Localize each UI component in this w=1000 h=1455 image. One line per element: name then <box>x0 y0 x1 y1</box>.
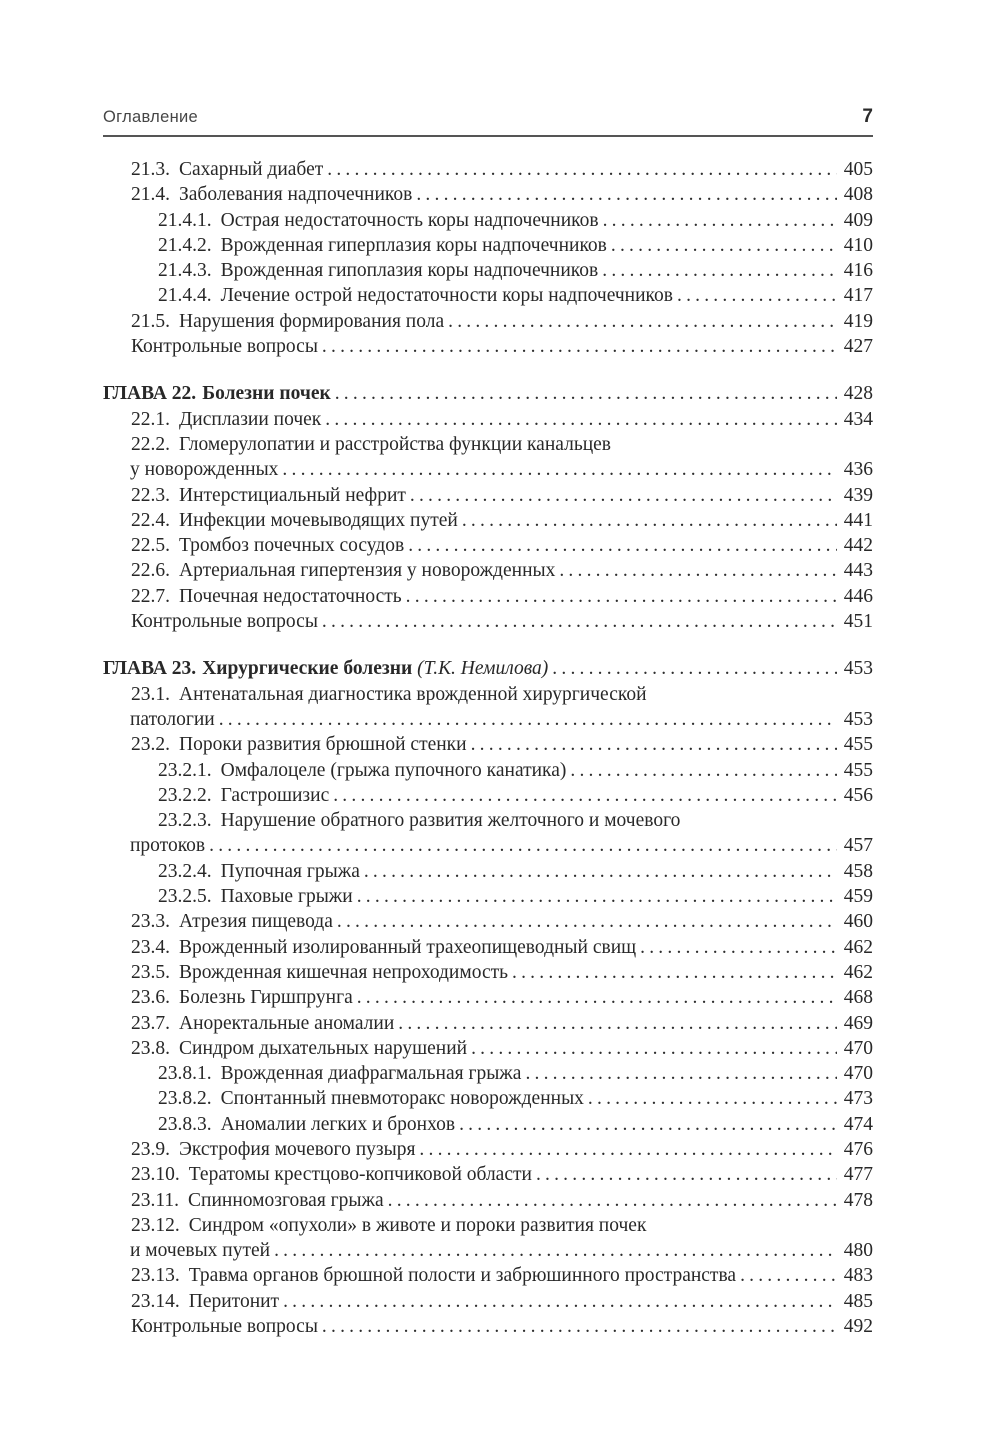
entry-title: Аноректальные аномалии <box>179 1012 395 1034</box>
toc-entry <box>103 985 873 1010</box>
entry-number: 23.11. <box>131 1189 180 1211</box>
entry-text <box>158 1112 455 1137</box>
dot-leader <box>536 1162 837 1187</box>
toc-entry <box>103 909 873 934</box>
entry-text <box>131 960 508 985</box>
entry-text <box>130 457 278 482</box>
entry-text <box>158 283 673 308</box>
toc-entry <box>103 609 873 634</box>
entry-text <box>131 157 323 182</box>
entry-number: ГЛАВА 22. <box>103 383 197 405</box>
entry-title: Врожденный изолированный трахеопищеводный свищ <box>179 936 637 958</box>
entry-number: 23.8.1. <box>158 1063 212 1085</box>
entry-page-number: 443 <box>843 560 873 582</box>
entry-page-number: 451 <box>843 611 873 633</box>
entry-number: 23.9. <box>131 1138 170 1160</box>
entry-page-number: 427 <box>843 336 873 358</box>
toc-group <box>103 157 873 359</box>
entry-text <box>158 884 353 909</box>
toc-entry <box>103 1213 873 1238</box>
entry-number: 23.1. <box>131 683 170 705</box>
entry-number: ГЛАВА 23. <box>103 658 197 680</box>
entry-text <box>103 656 548 681</box>
entry-title: Интерстициальный нефрит <box>179 484 406 506</box>
dot-leader <box>416 182 837 207</box>
dot-leader <box>357 884 837 909</box>
toc-entry <box>103 1314 873 1339</box>
dot-leader <box>408 533 837 558</box>
entry-title: Хирургические болезни <box>202 658 413 680</box>
entry-number: 23.2.3. <box>158 810 212 832</box>
dot-leader <box>611 233 837 258</box>
entry-text <box>131 334 318 359</box>
entry-page-number: 436 <box>843 459 873 481</box>
toc-entry <box>103 1289 873 1314</box>
entry-number: 23.8.3. <box>158 1113 212 1135</box>
toc-entry <box>103 1061 873 1086</box>
dot-leader <box>388 1188 837 1213</box>
entry-page-number: 459 <box>843 886 873 908</box>
entry-text <box>131 985 353 1010</box>
entry-number: 21.4. <box>131 184 170 206</box>
entry-title: Пупочная грыжа <box>220 860 360 882</box>
entry-title: Нарушения формирования пола <box>179 310 445 332</box>
entry-number: 22.4. <box>131 509 170 531</box>
entry-page-number: 462 <box>843 961 873 983</box>
entry-text <box>130 707 215 732</box>
entry-title: Артериальная гипертензия у новорожденных <box>179 560 556 582</box>
entry-text <box>131 1036 467 1061</box>
entry-title: Заболевания надпочечников <box>179 184 413 206</box>
entry-title: Гастрошизис <box>220 784 330 806</box>
toc-entry <box>103 1162 873 1187</box>
entry-text <box>130 833 205 858</box>
entry-text <box>103 381 331 406</box>
entry-page-number: 469 <box>843 1012 873 1034</box>
toc-entry <box>103 157 873 182</box>
page-number: 7 <box>862 106 873 127</box>
entry-text <box>158 233 607 258</box>
entry-title: протоков <box>130 835 206 857</box>
entry-number: 22.1. <box>131 408 170 430</box>
entry-title: Острая недостаточность коры надпочечников <box>220 209 599 231</box>
entry-page-number: 458 <box>843 860 873 882</box>
toc-entry <box>103 309 873 334</box>
entry-number: 23.2. <box>131 734 170 756</box>
dot-leader <box>471 732 837 757</box>
toc-entry <box>103 960 873 985</box>
entry-title: Травма органов брюшной полости и забрюшинного пространства <box>188 1265 737 1287</box>
entry-number: 23.13. <box>131 1265 180 1287</box>
entry-title: Почечная недостаточность <box>179 585 402 607</box>
entry-number: 21.4.3. <box>158 260 212 282</box>
entry-page-number: 460 <box>843 911 873 933</box>
dot-leader <box>357 985 837 1010</box>
entry-title: Болезни почек <box>202 383 331 405</box>
toc-chapter-entry <box>103 656 873 681</box>
entry-title: Контрольные вопросы <box>131 1316 318 1338</box>
entry-number: 23.2.4. <box>158 860 212 882</box>
entry-title: патологии <box>130 708 215 730</box>
entry-title: и мочевых путей <box>130 1240 271 1262</box>
entry-page-number: 416 <box>843 260 873 282</box>
entry-number: 23.4. <box>131 936 170 958</box>
toc-entry <box>103 508 873 533</box>
dot-leader <box>410 483 837 508</box>
toc-entry <box>103 558 873 583</box>
toc-entry <box>103 407 873 432</box>
dot-leader <box>327 157 837 182</box>
toc-entry <box>103 258 873 283</box>
entry-title: Спонтанный пневмоторакс новорожденных <box>220 1088 584 1110</box>
dot-leader <box>325 407 837 432</box>
entry-number: 22.7. <box>131 585 170 607</box>
entry-page-number: 439 <box>843 484 873 506</box>
entry-title: Болезнь Гиршпрунга <box>179 987 353 1009</box>
entry-text <box>131 182 412 207</box>
entry-page-number: 457 <box>843 835 873 857</box>
entry-title: Синдром дыхательных нарушений <box>179 1037 468 1059</box>
toc-entry <box>103 1036 873 1061</box>
entry-text <box>158 258 598 283</box>
entry-number: 23.12. <box>131 1214 180 1236</box>
toc-entry <box>103 1238 873 1263</box>
entry-number: 22.3. <box>131 484 170 506</box>
entry-number: 22.2. <box>131 433 170 455</box>
dot-leader <box>364 859 837 884</box>
dot-leader <box>525 1061 837 1086</box>
entry-text <box>158 758 566 783</box>
dot-leader <box>677 283 837 308</box>
entry-title: Атрезия пищевода <box>179 911 333 933</box>
dot-leader <box>209 833 837 858</box>
entry-text <box>131 732 467 757</box>
entry-text <box>131 1263 736 1288</box>
dot-leader <box>419 1137 837 1162</box>
toc-entry <box>103 432 873 457</box>
entry-number: 22.5. <box>131 535 170 557</box>
entry-text <box>131 1011 394 1036</box>
entry-page-number: 453 <box>843 658 873 680</box>
entry-text <box>131 432 611 457</box>
dot-leader <box>603 208 837 233</box>
entry-text <box>158 208 599 233</box>
dot-leader <box>512 960 837 985</box>
entry-text <box>131 309 444 334</box>
entry-page-number: 455 <box>843 759 873 781</box>
entry-page-number: 478 <box>843 1189 873 1211</box>
entry-number: 23.8.2. <box>158 1088 212 1110</box>
entry-page-number: 434 <box>843 408 873 430</box>
toc-entry <box>103 758 873 783</box>
entry-title: Сахарный диабет <box>179 159 324 180</box>
entry-page-number: 477 <box>843 1164 873 1186</box>
toc-entry <box>103 884 873 909</box>
entry-text <box>131 483 406 508</box>
dot-leader <box>462 508 837 533</box>
entry-text <box>131 533 404 558</box>
entry-page-number: 455 <box>843 734 873 756</box>
toc-entry <box>103 833 873 858</box>
dot-leader <box>640 935 837 960</box>
entry-number: 21.4.2. <box>158 234 212 256</box>
entry-page-number: 419 <box>843 310 873 332</box>
entry-number: 21.5. <box>131 310 170 332</box>
entry-number: 23.14. <box>131 1290 180 1312</box>
entry-number: 23.2.1. <box>158 759 212 781</box>
running-header-title: Оглавление <box>103 108 198 126</box>
entry-number: 21.4.4. <box>158 285 212 307</box>
entry-page-number: 409 <box>843 209 873 231</box>
entry-title: Экстрофия мочевого пузыря <box>179 1138 416 1160</box>
dot-leader <box>459 1112 837 1137</box>
entry-page-number: 470 <box>843 1037 873 1059</box>
dot-leader <box>588 1086 837 1111</box>
entry-title: Тромбоз почечных сосудов <box>179 535 405 557</box>
entry-title: Аномалии легких и бронхов <box>220 1113 456 1135</box>
entry-page-number: 446 <box>843 585 873 607</box>
dot-leader <box>471 1036 837 1061</box>
entry-title: Синдром «опухоли» в животе и пороки развития почек <box>188 1214 647 1236</box>
entry-text <box>131 508 458 533</box>
toc-chapter-entry <box>103 381 873 406</box>
entry-title: Пороки развития брюшной стенки <box>179 734 467 756</box>
entry-text <box>131 1188 384 1213</box>
entry-title: Контрольные вопросы <box>131 336 318 358</box>
entry-page-number: 417 <box>843 285 873 307</box>
entry-number: 21.4.1. <box>158 209 212 231</box>
entry-page-number: 462 <box>843 936 873 958</box>
entry-page-number: 408 <box>843 184 873 206</box>
toc-entry <box>103 533 873 558</box>
entry-page-number: 480 <box>843 1240 873 1262</box>
entry-page-number: 492 <box>843 1316 873 1338</box>
entry-text <box>131 609 318 634</box>
entry-title: Врожденная диафрагмальная грыжа <box>220 1063 522 1085</box>
entry-title: Лечение острой недостаточности коры надпочечников <box>220 285 673 307</box>
entry-title: Гломерулопатии и расстройства функции канальцев <box>179 433 612 455</box>
entry-text <box>131 1314 318 1339</box>
entry-number: 23.6. <box>131 987 170 1009</box>
toc-entry <box>103 283 873 308</box>
toc-entry <box>103 584 873 609</box>
dot-leader <box>337 909 837 934</box>
running-header <box>103 106 873 137</box>
entry-number: 23.3. <box>131 911 170 933</box>
entry-title: у новорожденных <box>130 459 279 481</box>
dot-leader <box>335 381 837 406</box>
dot-leader <box>274 1238 837 1263</box>
dot-leader <box>322 1314 837 1339</box>
toc-entry <box>103 1112 873 1137</box>
entry-text <box>130 1238 270 1263</box>
entry-number: 23.2.5. <box>158 886 212 908</box>
entry-page-number: 442 <box>843 535 873 557</box>
entry-title: Врожденная гиперплазия коры надпочечников <box>220 234 607 256</box>
entry-text <box>158 859 360 884</box>
entry-number: 23.2.2. <box>158 784 212 806</box>
entry-title: Спинномозговая грыжа <box>188 1189 384 1211</box>
dot-leader <box>322 334 837 359</box>
toc-entry <box>103 1086 873 1111</box>
toc-list <box>103 157 873 1339</box>
dot-leader <box>559 558 837 583</box>
entry-number: 23.5. <box>131 961 170 983</box>
entry-title: Антенатальная диагностика врожденной хирургической <box>179 683 647 705</box>
entry-page-number: 470 <box>843 1063 873 1085</box>
toc-entry <box>103 457 873 482</box>
entry-text <box>131 1137 415 1162</box>
dot-leader <box>398 1011 837 1036</box>
entry-title: Паховые грыжи <box>220 886 353 908</box>
dot-leader <box>448 309 837 334</box>
toc-group <box>103 381 873 634</box>
entry-number: 23.8. <box>131 1037 170 1059</box>
toc-entry <box>103 208 873 233</box>
entry-text <box>131 935 636 960</box>
dot-leader <box>602 258 837 283</box>
toc-entry <box>103 859 873 884</box>
dot-leader <box>333 783 837 808</box>
entry-number: 23.10. <box>131 1164 180 1186</box>
entry-page-number: 468 <box>843 987 873 1009</box>
dot-leader <box>406 584 837 609</box>
dot-leader <box>570 758 837 783</box>
toc-entry <box>103 783 873 808</box>
entry-number: 23.7. <box>131 1012 170 1034</box>
entry-title: Дисплазии почек <box>179 408 322 430</box>
entry-page-number: 428 <box>843 383 873 405</box>
entry-text <box>158 783 329 808</box>
entry-title: Контрольные вопросы <box>131 611 318 633</box>
toc-entry <box>103 334 873 359</box>
toc-entry <box>103 182 873 207</box>
toc-entry <box>103 1137 873 1162</box>
toc-group <box>103 656 873 1339</box>
entry-text <box>131 1289 279 1314</box>
toc-entry <box>103 808 873 833</box>
dot-leader <box>219 707 837 732</box>
entry-text <box>158 808 680 833</box>
dot-leader <box>322 609 837 634</box>
entry-title: Инфекции мочевыводящих путей <box>179 509 458 531</box>
entry-number: 21.3. <box>131 159 170 180</box>
entry-number: 22.6. <box>131 560 170 582</box>
dot-leader <box>740 1263 837 1288</box>
toc-entry <box>103 682 873 707</box>
entry-page-number: 485 <box>843 1290 873 1312</box>
entry-page-number: 453 <box>843 708 873 730</box>
entry-page-number: 473 <box>843 1088 873 1110</box>
entry-page-number: 476 <box>843 1138 873 1160</box>
toc-entry <box>103 233 873 258</box>
dot-leader <box>283 1289 837 1314</box>
entry-page-number: 410 <box>843 234 873 256</box>
entry-page-number: 405 <box>843 159 873 180</box>
entry-page-number: 483 <box>843 1265 873 1287</box>
entry-text <box>131 1213 646 1238</box>
entry-text <box>131 407 321 432</box>
toc-entry <box>103 1011 873 1036</box>
toc-entry <box>103 483 873 508</box>
dot-leader <box>282 457 837 482</box>
entry-text <box>131 558 555 583</box>
toc-entry <box>103 1188 873 1213</box>
toc-entry <box>103 732 873 757</box>
entry-text <box>158 1061 521 1086</box>
entry-text <box>131 584 402 609</box>
entry-text <box>131 1162 532 1187</box>
entry-text <box>131 909 333 934</box>
entry-page-number: 441 <box>843 509 873 531</box>
entry-page-number: 456 <box>843 784 873 806</box>
toc-entry <box>103 935 873 960</box>
entry-text <box>158 1086 584 1111</box>
toc-entry <box>103 707 873 732</box>
entry-title: Тератомы крестцово-копчиковой области <box>188 1164 532 1186</box>
entry-author: (Т.К. Немилова) <box>412 658 549 680</box>
dot-leader <box>552 656 837 681</box>
entry-text <box>131 682 647 707</box>
entry-title: Врожденная гипоплазия коры надпочечников <box>220 260 599 282</box>
entry-title: Перитонит <box>188 1290 280 1312</box>
entry-title: Омфалоцеле (грыжа пупочного канатика) <box>220 759 567 781</box>
entry-page-number: 474 <box>843 1113 873 1135</box>
toc-entry <box>103 1263 873 1288</box>
entry-title: Врожденная кишечная непроходимость <box>179 961 509 983</box>
entry-title: Нарушение обратного развития желточного и мочевого <box>220 810 681 832</box>
